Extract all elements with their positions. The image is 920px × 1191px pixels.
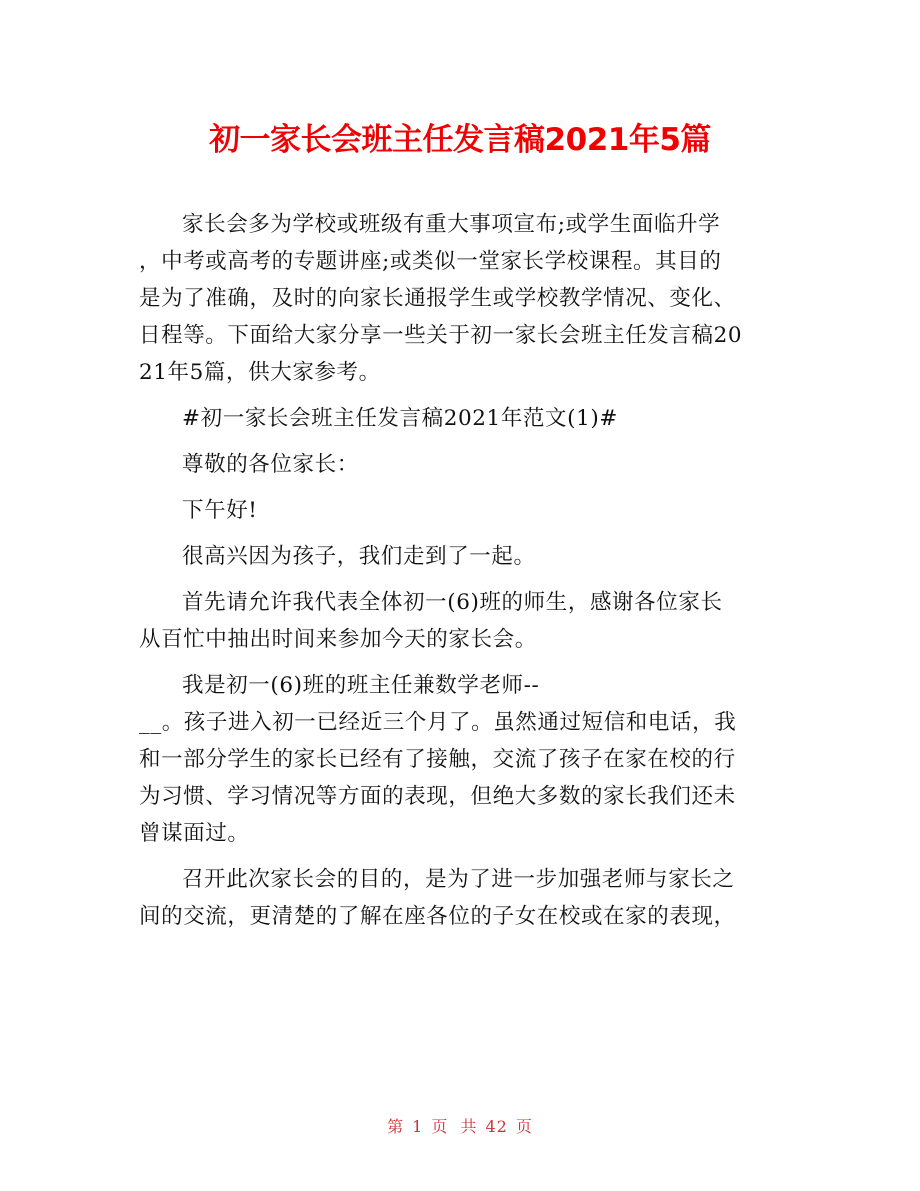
text-line: 下午好!	[182, 498, 258, 523]
text-line: 间的交流，更清楚的了解在座各位的子女在校或在家的表现，	[139, 904, 736, 929]
paragraph-purpose	[139, 861, 781, 935]
text-line: 我是初一(6)班的班主任兼数学老师--	[182, 673, 540, 698]
text-line: ，中考或高考的专题讲座;或类似一堂家长学校课程。其目的	[139, 249, 722, 274]
paragraph-thanks	[139, 584, 781, 658]
paragraph-salutation	[139, 446, 781, 483]
text-line: 从百忙中抽出时间来参加今天的家长会。	[139, 627, 537, 652]
footer-label-end: 页	[515, 1117, 533, 1136]
text-line: 和一部分学生的家长已经有了接触，交流了孩子在家在校的行	[139, 747, 736, 772]
footer-label-page: 第	[387, 1117, 405, 1136]
text-line: 日程等。下面给大家分享一些关于初一家长会班主任发言稿20	[139, 323, 743, 348]
text-line: 召开此次家长会的目的，是为了进一步加强老师与家长之	[182, 867, 735, 892]
page-footer	[0, 1114, 920, 1137]
text-line: __。孩子进入初一已经近三个月了。虽然通过短信和电话，我	[139, 710, 737, 735]
paragraph-section-heading	[139, 400, 781, 437]
text-line: 尊敬的各位家长：	[182, 452, 359, 477]
text-line: 曾谋面过。	[139, 821, 250, 846]
text-line: 首先请允许我代表全体初一(6)班的师生，感谢各位家长	[182, 590, 723, 615]
text-line: #初一家长会班主任发言稿2021年范文(1)#	[182, 406, 619, 431]
text-line: 为习惯、学习情况等方面的表现，但绝大多数的家长我们还未	[139, 784, 736, 809]
text-line: 21年5篇，供大家参考。	[139, 360, 381, 385]
document-body	[139, 206, 781, 944]
text-line: 家长会多为学校或班级有重大事项宣布;或学生面临升学	[182, 212, 721, 237]
footer-total-pages: 42	[485, 1117, 508, 1136]
paragraph-greeting	[139, 492, 781, 529]
footer-current-page: 1	[412, 1117, 424, 1136]
paragraph-introduction	[139, 667, 781, 852]
paragraph-intro	[139, 206, 781, 391]
document-title: 初一家长会班主任发言稿2021年5篇	[209, 122, 711, 158]
text-line: 是为了准确，及时的向家长通报学生或学校教学情况、变化、	[139, 286, 736, 311]
footer-label-of: 页 共	[431, 1117, 478, 1136]
text-line: 很高兴因为孩子，我们走到了一起。	[182, 544, 536, 569]
paragraph-welcome	[139, 538, 781, 575]
